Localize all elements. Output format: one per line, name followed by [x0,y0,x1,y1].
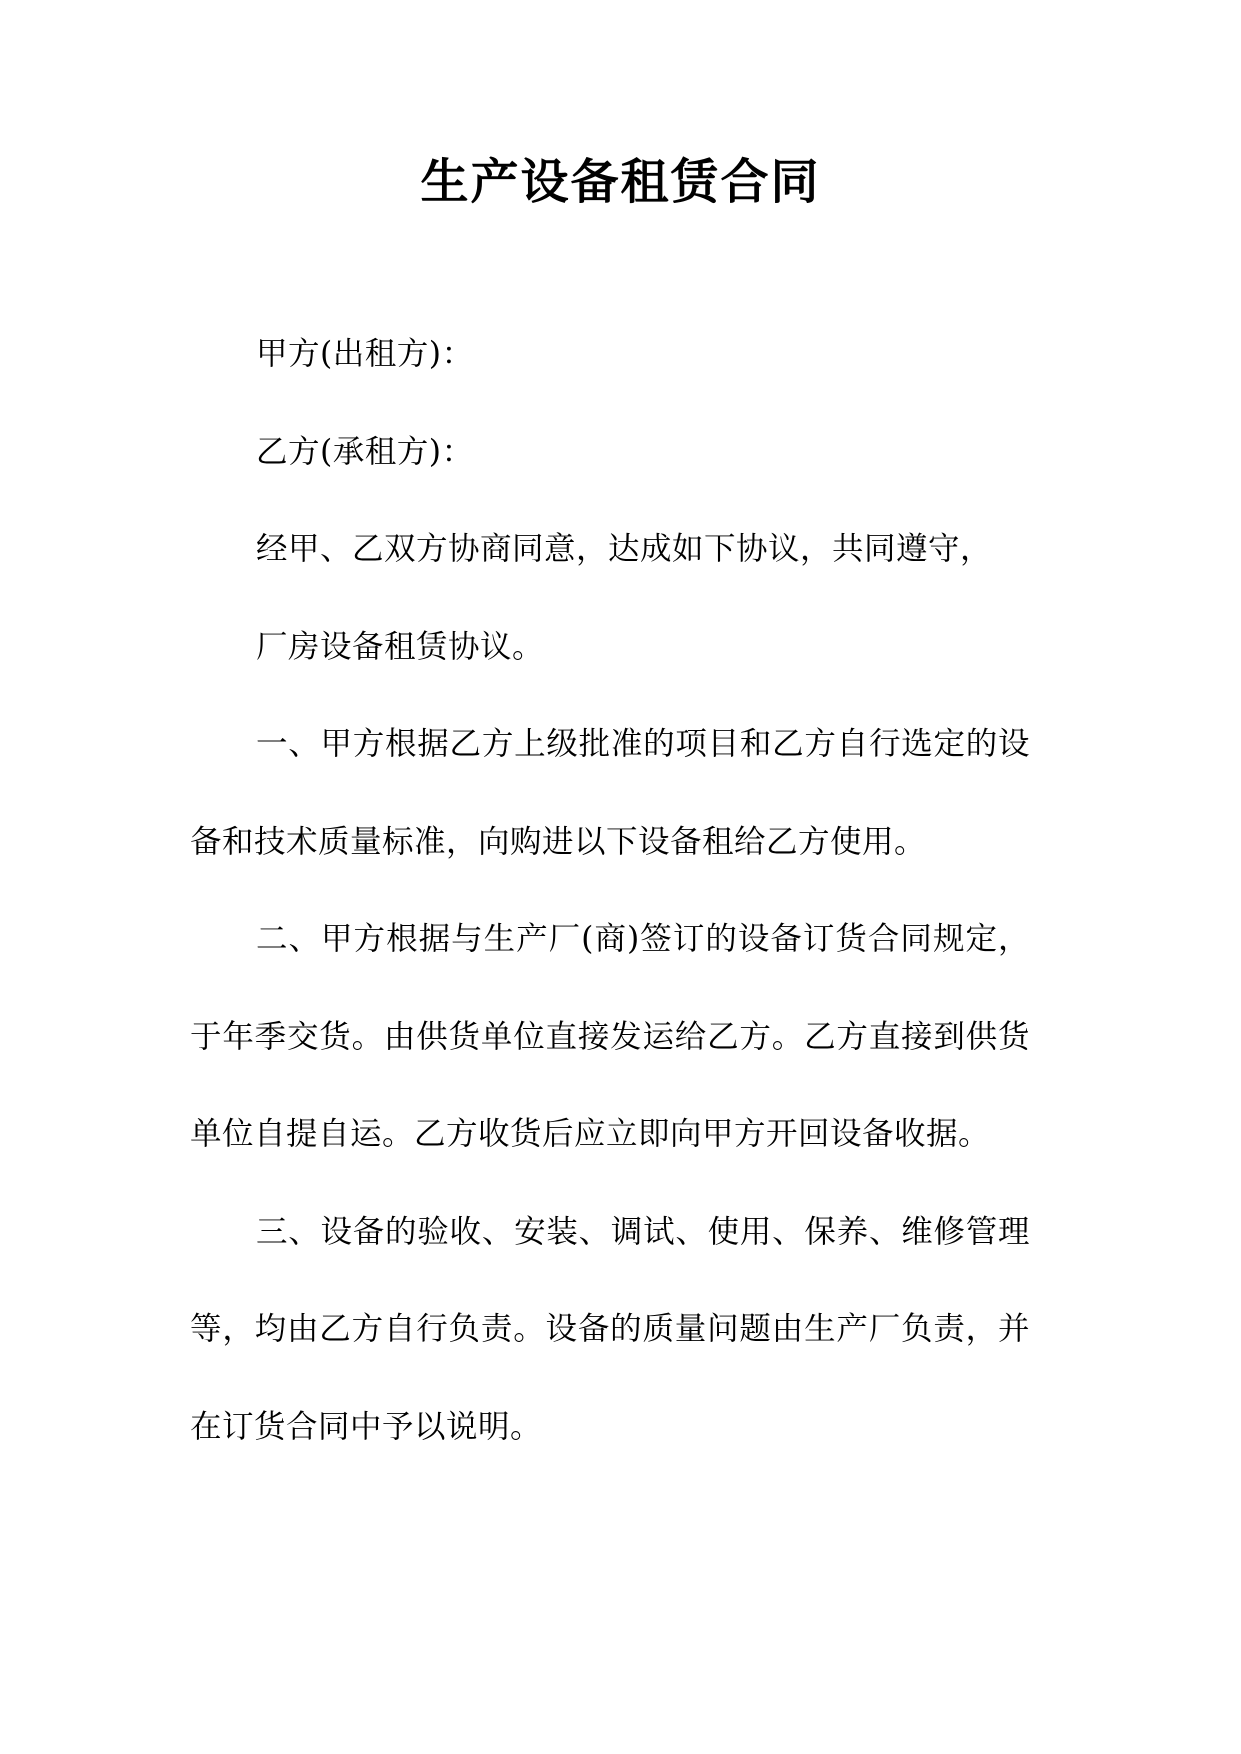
lessor-line: 甲方(出租方)： [256,336,474,372]
agreement-intro: 经甲、乙双方协商同意，达成如下协议，共同遵守， [256,531,993,567]
agreement-subtitle: 厂房设备租赁协议。 [256,628,545,665]
document-title: 生产设备租赁合同 [420,154,821,210]
lessee-line: 乙方(承租方)： [256,433,474,470]
document-body [190,306,1030,1476]
clause-1: 一、甲方根据乙方上级批准的项目和乙方自行选定的设备和技术质量标准，向购进以下设备租给乙方使用。 [190,726,1030,860]
clause-2: 二、甲方根据与生产厂(商)签订的设备订货合同规定，于年季交货。由供货单位直接发运给乙方。乙方直接到供货单位自提自运。乙方收货后应立即向甲方开回设备收据。 [190,921,1030,1152]
clause-3: 三、设备的验收、安装、调试、使用、保养、维修管理等，均由乙方自行负责。设备的质量问题由生产厂负责，并在订货合同中予以说明。 [190,1213,1030,1445]
